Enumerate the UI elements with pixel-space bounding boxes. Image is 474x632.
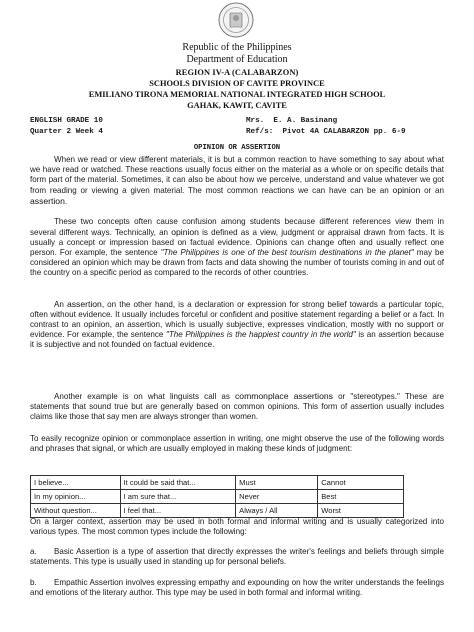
quote-happiest: "The Philippines is the happiest country in the world" [166, 330, 356, 340]
table-row: In my opinion... I am sure that... Never Best [31, 490, 404, 504]
header-division: SCHOOLS DIVISION OF CAVITE PROVINCE [149, 79, 325, 88]
paragraph-opinion: These two concepts often cause confusion among students because different references view them in several different ways. Technically, an opinion is defined as a view, judgment or appraisal drawn from facts. It is usually a concept or impression based on factual evidence. Opinions can change often and usually reflect one person. For example, the sentence "The Philippines is one of the best tourism destinations in the planet" may be considered an opinion which may be drawn from facts and data showing the number of tourists coming in and out of the country on a specific period as compared to the records of other countries. [30, 217, 445, 278]
page-title: OPINION OR ASSERTION [193, 144, 281, 152]
term-opinion: opinion [392, 185, 421, 196]
header-address: GAHAK, KAWIT, CAVITE [187, 101, 287, 110]
term-opinion-2: opinion [171, 227, 199, 238]
paragraph-types: On a larger context, assertion may be used in both formal and informal writing and is usually categorized into various types. The most common types include the following: [30, 517, 444, 537]
header-region: REGION IV-A (CALABARZON) [175, 68, 299, 77]
paragraph-intro: When we read or view different materials, it is but a common reaction to have something to say about what we have read or watched. These reactions usually focus either on the material as a whole or on specific details that form part of the material. Sometimes, it can also be about how we perceive, understand and value whatever we got from reading or viewing a given material. The most common reactions we can have can be an opinion or an assertion. [30, 155, 444, 207]
header-school: EMILIANO TIRONA MEMORIAL NATIONAL INTEGRATED HIGH SCHOOL [88, 90, 386, 99]
term-commonplace: commonplace assertions [235, 391, 333, 401]
quote-tourism: "The Philippines is one of the best tourism destinations in the planet" [160, 248, 414, 258]
list-marker-a: a. [30, 547, 37, 556]
teacher-label: Mrs. E. A. Basinang [246, 117, 338, 125]
refs-label: Ref/s: Pivot 4A CALABARZON pp. 6-9 [246, 128, 406, 136]
term-assertion-2: assertion [66, 299, 102, 309]
header-department: Department of Education [186, 54, 288, 65]
paragraph-signal-words: To easily recognize opinion or commonplace assertion in writing, one might observe the use of the following words and phrases that signal, or which are usually employed in making these kinds of judgment: [30, 434, 444, 454]
list-marker-b: b. [30, 578, 37, 587]
subject-label: ENGLISH GRADE 10 [30, 117, 103, 125]
term-assertion: assertion [30, 196, 65, 207]
list-item-empathic-assertion: b. Empathic Assertion involves expressing empathy and expounding on how the writer understands the feelings and emotions of the literary author. This type may be used in both formal and informal writing. [30, 578, 444, 598]
paragraph-commonplace: Another example is on what linguists call as commonplace assertions or "stereotypes." These are statements that sound true but are generally based on common opinions. This form of assertion usually includes claims like those that say men are always stronger than women. [30, 391, 444, 422]
list-item-basic-assertion: a. Basic Assertion is a type of assertion that directly expresses the writer's feelings and beliefs through simple statements. This type is usually used in standing up for personal beliefs. [30, 547, 444, 567]
signal-words-table [30, 475, 404, 518]
table-row: Without question... I feel that... Always / All Worst [31, 504, 404, 518]
paragraph-assertion: An assertion, on the other hand, is a declaration or expression for strong belief towards a particular topic, often without evidence. It usually includes forceful or confident and positive statement regarding a belief or a fact. In contrast to an opinion, an assertion, which is usually subjective, expresses vindication, mostly with no support or evidence. For example, the sentence "The Philippines is the happiest country in the world" is an assertion because it is subjective and not founded on factual evidence. [30, 299, 444, 350]
table-row: I believe... It could be said that... Must Cannot [31, 476, 404, 490]
header-republic: Republic of the Philippines [182, 42, 292, 53]
deped-seal-icon [218, 2, 254, 38]
quarter-label: Quarter 2 Week 4 [30, 128, 103, 136]
